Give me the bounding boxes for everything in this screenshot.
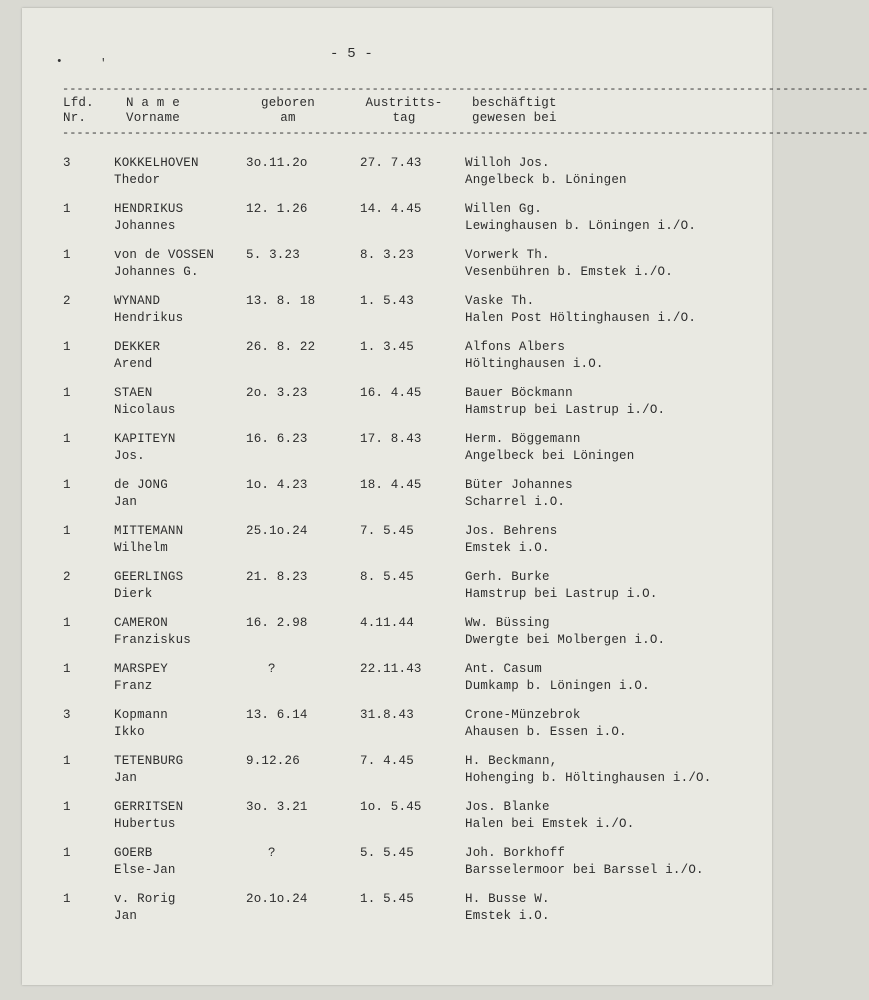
exit-date: 4.11.44 <box>360 616 414 630</box>
surname: TETENBURG Jan <box>114 754 184 785</box>
exit-date: 5. 5.45 <box>360 846 414 860</box>
table-row <box>0 753 775 789</box>
surname: Kopmann Ikko <box>114 708 168 739</box>
employer: Jos. Blanke Halen bei Emstek i./O. <box>465 800 635 831</box>
exit-date: 1. 5.45 <box>360 892 414 906</box>
exit-date: 27. 7.43 <box>360 156 422 170</box>
header-austrittstag: Austritts- tag <box>365 96 443 125</box>
birth-date: 9.12.26 <box>246 754 300 768</box>
row-number: 3 <box>63 156 71 170</box>
employer: Gerh. Burke Hamstrup bei Lastrup i.O. <box>465 570 658 601</box>
birth-date: 13. 6.14 <box>246 708 308 722</box>
table-row <box>0 339 775 375</box>
table-row <box>0 661 775 697</box>
employer: Jos. Behrens Emstek i.O. <box>465 524 558 555</box>
header-lfd-nr: Lfd. Nr. <box>63 96 94 125</box>
surname: WYNAND Hendrikus <box>114 294 184 325</box>
row-number: 1 <box>63 340 71 354</box>
surname: de JONG Jan <box>114 478 168 509</box>
birth-date: 26. 8. 22 <box>246 340 316 354</box>
row-number: 1 <box>63 386 71 400</box>
row-number: 1 <box>63 800 71 814</box>
page-number: - 5 - <box>330 46 374 62</box>
birth-date: 12. 1.26 <box>246 202 308 216</box>
birth-date: ? <box>268 662 276 676</box>
row-number: 1 <box>63 524 71 538</box>
table-row <box>0 569 775 605</box>
header-name: N a m e Vorname <box>126 96 180 125</box>
birth-date: 2o.1o.24 <box>246 892 308 906</box>
employer: Herm. Böggemann Angelbeck bei Löningen <box>465 432 635 463</box>
table-row <box>0 385 775 421</box>
surname: MITTEMANN Wilhelm <box>114 524 184 555</box>
row-number: 2 <box>63 570 71 584</box>
employer: H. Beckmann, Hohenging b. Höltinghausen i./O. <box>465 754 712 785</box>
employer: Willoh Jos. Angelbeck b. Löningen <box>465 156 627 187</box>
table-row <box>0 615 775 651</box>
surname: MARSPEY Franz <box>114 662 168 693</box>
row-number: 1 <box>63 754 71 768</box>
punch-mark-left: • <box>56 56 63 68</box>
surname: CAMERON Franziskus <box>114 616 192 647</box>
employer: Vaske Th. Halen Post Höltinghausen i./O. <box>465 294 697 325</box>
table-row <box>0 431 775 467</box>
birth-date: ? <box>268 846 276 860</box>
row-number: 3 <box>63 708 71 722</box>
surname: GOERB Else-Jan <box>114 846 176 877</box>
row-number: 1 <box>63 478 71 492</box>
employer: Büter Johannes Scharrel i.O. <box>465 478 573 509</box>
row-number: 1 <box>63 432 71 446</box>
exit-date: 1o. 5.45 <box>360 800 422 814</box>
table-row <box>0 891 775 927</box>
row-number: 2 <box>63 294 71 308</box>
employer: Ww. Büssing Dwergte bei Molbergen i.O. <box>465 616 666 647</box>
employer: Alfons Albers Höltinghausen i.O. <box>465 340 604 371</box>
row-number: 1 <box>63 248 71 262</box>
employer: Joh. Borkhoff Barsselermoor bei Barssel i./O. <box>465 846 704 877</box>
exit-date: 7. 5.45 <box>360 524 414 538</box>
row-number: 1 <box>63 202 71 216</box>
employer: Vorwerk Th. Vesenbühren b. Emstek i./O. <box>465 248 673 279</box>
birth-date: 3o.11.2o <box>246 156 308 170</box>
birth-date: 16. 2.98 <box>246 616 308 630</box>
surname: KOKKELHOVEN Thedor <box>114 156 199 187</box>
surname: KAPITEYN Jos. <box>114 432 176 463</box>
surname: STAEN Nicolaus <box>114 386 176 417</box>
surname: DEKKER Arend <box>114 340 161 371</box>
employer: Ant. Casum Dumkamp b. Löningen i.O. <box>465 662 650 693</box>
birth-date: 1o. 4.23 <box>246 478 308 492</box>
birth-date: 2o. 3.23 <box>246 386 308 400</box>
employer: Willen Gg. Lewinghausen b. Löningen i./O. <box>465 202 697 233</box>
header-geboren: geboren am <box>261 96 315 125</box>
birth-date: 25.1o.24 <box>246 524 308 538</box>
row-number: 1 <box>63 616 71 630</box>
table-row <box>0 293 775 329</box>
table-row <box>0 799 775 835</box>
table-row <box>0 201 775 237</box>
employer: H. Busse W. Emstek i.O. <box>465 892 550 923</box>
row-number: 1 <box>63 662 71 676</box>
exit-date: 7. 4.45 <box>360 754 414 768</box>
row-number: 1 <box>63 846 71 860</box>
header-rule-top: ---------------------------------------------------------------------------------------------------------------- <box>62 82 869 96</box>
table-row <box>0 477 775 513</box>
exit-date: 18. 4.45 <box>360 478 422 492</box>
surname: v. Rorig Jan <box>114 892 176 923</box>
exit-date: 8. 3.23 <box>360 248 414 262</box>
punch-mark-right: ' <box>100 58 107 70</box>
birth-date: 21. 8.23 <box>246 570 308 584</box>
birth-date: 3o. 3.21 <box>246 800 308 814</box>
exit-date: 31.8.43 <box>360 708 414 722</box>
header-beschaeftigt: beschäftigt gewesen bei <box>472 96 557 125</box>
surname: GERRITSEN Hubertus <box>114 800 184 831</box>
table-row <box>0 707 775 743</box>
exit-date: 1. 3.45 <box>360 340 414 354</box>
exit-date: 22.11.43 <box>360 662 422 676</box>
surname: HENDRIKUS Johannes <box>114 202 184 233</box>
table-row <box>0 523 775 559</box>
header-rule-bottom: ---------------------------------------------------------------------------------------------------------------- <box>62 126 869 140</box>
birth-date: 5. 3.23 <box>246 248 300 262</box>
table-row <box>0 155 775 191</box>
exit-date: 14. 4.45 <box>360 202 422 216</box>
exit-date: 1. 5.43 <box>360 294 414 308</box>
table-row <box>0 247 775 283</box>
exit-date: 16. 4.45 <box>360 386 422 400</box>
surname: von de VOSSEN Johannes G. <box>114 248 215 279</box>
table-row <box>0 845 775 881</box>
surname: GEERLINGS Dierk <box>114 570 184 601</box>
birth-date: 16. 6.23 <box>246 432 308 446</box>
row-number: 1 <box>63 892 71 906</box>
exit-date: 17. 8.43 <box>360 432 422 446</box>
birth-date: 13. 8. 18 <box>246 294 316 308</box>
employer: Crone-Münzebrok Ahausen b. Essen i.O. <box>465 708 627 739</box>
employer: Bauer Böckmann Hamstrup bei Lastrup i./O. <box>465 386 666 417</box>
exit-date: 8. 5.45 <box>360 570 414 584</box>
